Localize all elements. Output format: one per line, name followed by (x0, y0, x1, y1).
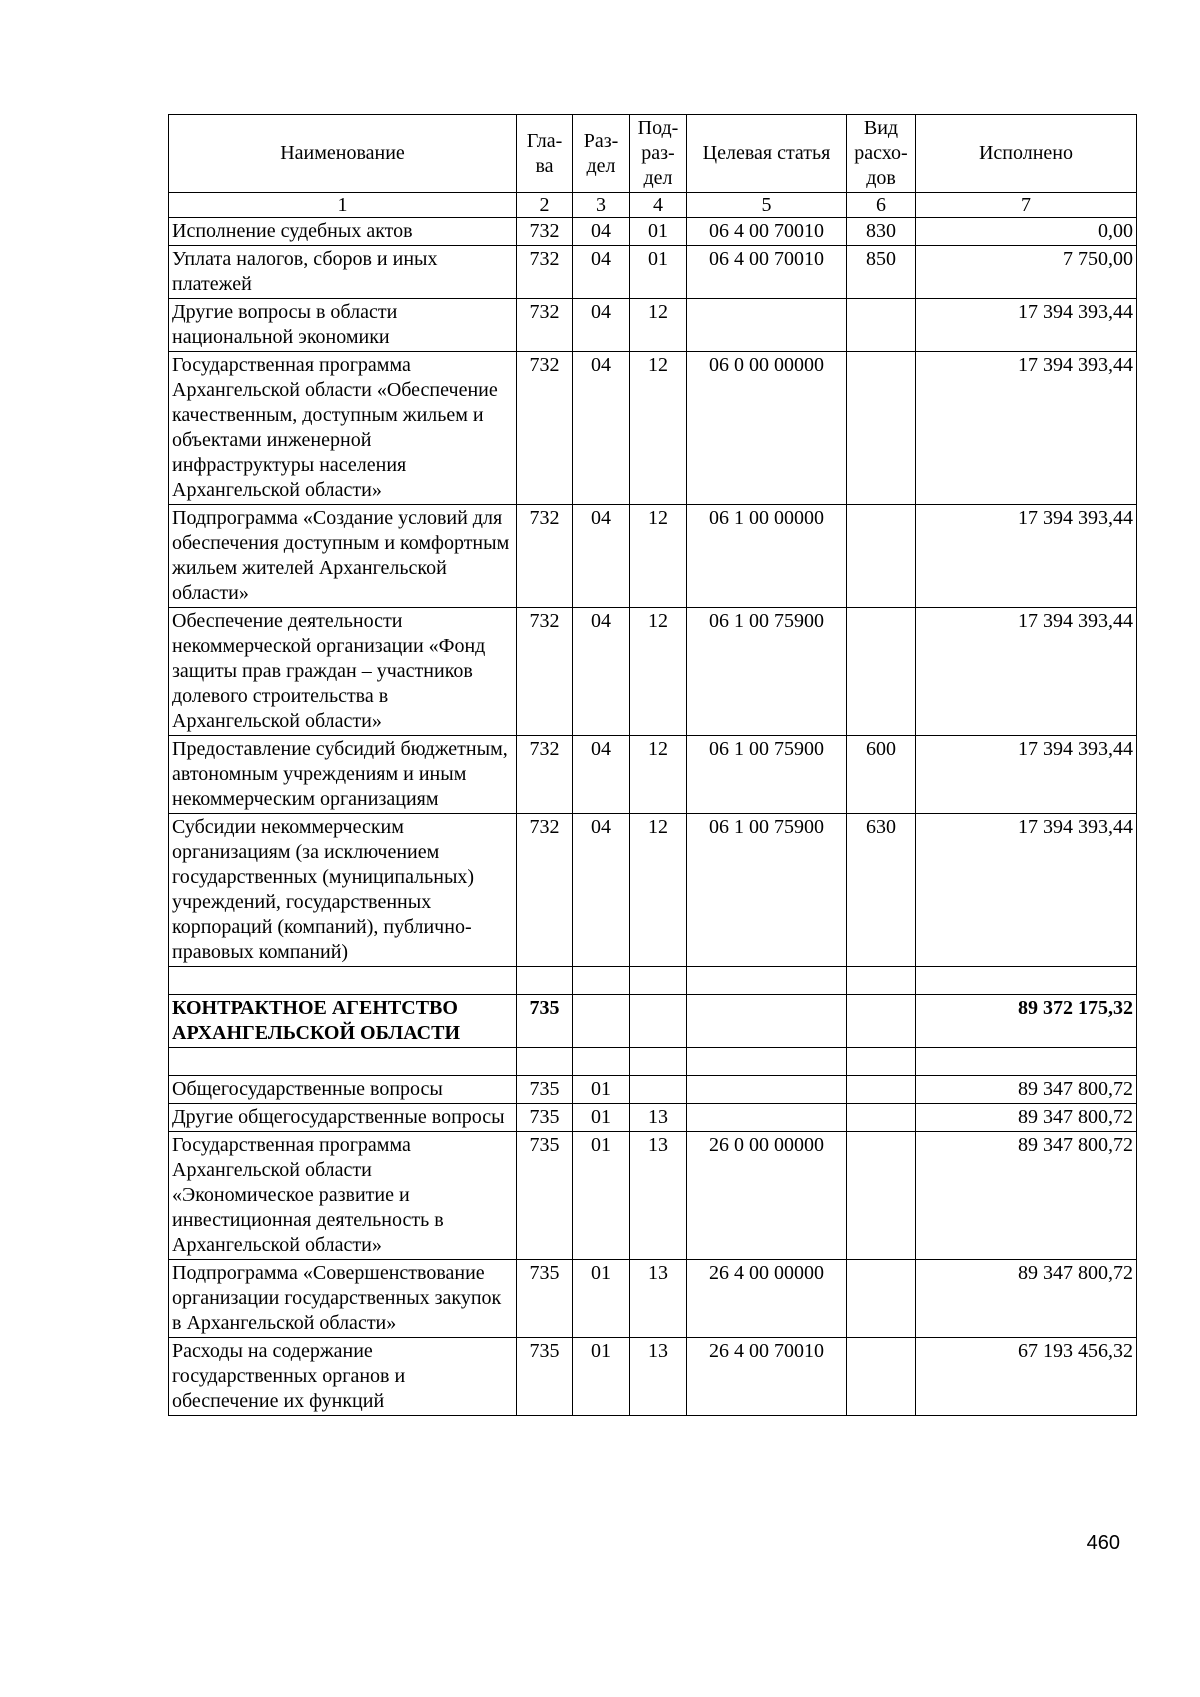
table-header (169, 115, 1137, 218)
cell-expense-type: 830 (847, 218, 916, 246)
cell-section (573, 1048, 630, 1076)
table-row (169, 505, 1137, 608)
table-row (169, 1260, 1137, 1338)
cell-chapter: 732 (517, 246, 573, 299)
cell-chapter (517, 1048, 573, 1076)
column-number: 1 (169, 193, 517, 218)
header-section: Раз- дел (573, 115, 630, 193)
cell-subsection: 13 (630, 1338, 687, 1416)
cell-chapter: 735 (517, 1132, 573, 1260)
cell-executed: 17 394 393,44 (916, 736, 1137, 814)
table-row (169, 352, 1137, 505)
cell-section: 04 (573, 299, 630, 352)
table-row (169, 218, 1137, 246)
cell-expense-type: 600 (847, 736, 916, 814)
cell-expense-type (847, 352, 916, 505)
cell-expense-type (847, 1132, 916, 1260)
cell-executed: 0,00 (916, 218, 1137, 246)
cell-section: 04 (573, 608, 630, 736)
cell-target-article: 06 4 00 70010 (687, 218, 847, 246)
cell-target-article: 06 0 00 00000 (687, 352, 847, 505)
header-name: Наименование (169, 115, 517, 193)
cell-name (169, 1048, 517, 1076)
cell-chapter: 732 (517, 299, 573, 352)
table-row (169, 1104, 1137, 1132)
cell-executed: 89 347 800,72 (916, 1104, 1137, 1132)
cell-subsection: 13 (630, 1104, 687, 1132)
cell-section: 01 (573, 1338, 630, 1416)
cell-section (573, 967, 630, 995)
cell-executed: 7 750,00 (916, 246, 1137, 299)
cell-section: 04 (573, 505, 630, 608)
cell-expense-type (847, 1260, 916, 1338)
cell-expense-type (847, 505, 916, 608)
cell-expense-type (847, 299, 916, 352)
cell-subsection: 01 (630, 218, 687, 246)
cell-chapter: 732 (517, 505, 573, 608)
cell-section: 01 (573, 1076, 630, 1104)
page-number: 460 (1086, 1532, 1120, 1554)
table-body (169, 218, 1137, 1416)
cell-target-article: 26 4 00 00000 (687, 1260, 847, 1338)
cell-name: Предоставление субсидий бюджетным, автономным учреждениям и иным некоммерческим организациям (169, 736, 517, 814)
cell-subsection (630, 1048, 687, 1076)
table-row (169, 299, 1137, 352)
cell-target-article: 26 4 00 70010 (687, 1338, 847, 1416)
cell-executed: 89 347 800,72 (916, 1260, 1137, 1338)
cell-expense-type: 850 (847, 246, 916, 299)
cell-section: 01 (573, 1104, 630, 1132)
cell-section: 04 (573, 246, 630, 299)
header-executed: Исполнено (916, 115, 1137, 193)
cell-subsection (630, 1076, 687, 1104)
cell-chapter (517, 967, 573, 995)
cell-target-article (687, 1104, 847, 1132)
cell-subsection (630, 995, 687, 1048)
column-number: 7 (916, 193, 1137, 218)
cell-executed (916, 967, 1137, 995)
table-row (169, 736, 1137, 814)
cell-chapter: 732 (517, 736, 573, 814)
cell-chapter: 735 (517, 1076, 573, 1104)
cell-subsection: 12 (630, 608, 687, 736)
cell-subsection: 13 (630, 1260, 687, 1338)
cell-chapter: 732 (517, 608, 573, 736)
column-number: 6 (847, 193, 916, 218)
cell-name: Субсидии некоммерческим организациям (за исключением государственных (муниципальных) учреждений, государственных корпораций (компаний), публично-правовых компаний) (169, 814, 517, 967)
cell-subsection: 12 (630, 299, 687, 352)
cell-subsection: 12 (630, 814, 687, 967)
cell-executed: 89 347 800,72 (916, 1076, 1137, 1104)
cell-expense-type (847, 608, 916, 736)
cell-executed: 17 394 393,44 (916, 352, 1137, 505)
cell-name: Подпрограмма «Создание условий для обеспечения доступным и комфортным жильем жителей Архангельской области» (169, 505, 517, 608)
cell-expense-type (847, 1048, 916, 1076)
cell-chapter: 732 (517, 218, 573, 246)
cell-subsection: 12 (630, 352, 687, 505)
cell-chapter: 735 (517, 1260, 573, 1338)
cell-executed: 17 394 393,44 (916, 505, 1137, 608)
cell-target-article: 06 1 00 00000 (687, 505, 847, 608)
table-row (169, 608, 1137, 736)
cell-executed: 17 394 393,44 (916, 608, 1137, 736)
cell-name: Уплата налогов, сборов и иных платежей (169, 246, 517, 299)
column-number: 5 (687, 193, 847, 218)
empty-row (169, 967, 1137, 995)
column-number-row (169, 193, 1137, 218)
table-row (169, 246, 1137, 299)
cell-chapter: 732 (517, 814, 573, 967)
cell-target-article (687, 1076, 847, 1104)
cell-section: 04 (573, 736, 630, 814)
cell-target-article: 06 1 00 75900 (687, 736, 847, 814)
cell-chapter: 732 (517, 352, 573, 505)
cell-name: Обеспечение деятельности некоммерческой организации «Фонд защиты прав граждан – участников долевого строительства в Архангельской области» (169, 608, 517, 736)
cell-executed (916, 1048, 1137, 1076)
column-number: 3 (573, 193, 630, 218)
header-expense-type: Вид расхо- дов (847, 115, 916, 193)
cell-target-article (687, 299, 847, 352)
header-target-article: Целевая статья (687, 115, 847, 193)
cell-subsection: 13 (630, 1132, 687, 1260)
cell-target-article: 06 1 00 75900 (687, 608, 847, 736)
table-row (169, 1132, 1137, 1260)
cell-name: Государственная программа Архангельской области «Обеспечение качественным, доступным жильем и объектами инженерной инфраструктуры населения Архангельской области» (169, 352, 517, 505)
cell-target-article (687, 995, 847, 1048)
cell-name: КОНТРАКТНОЕ АГЕНТСТВО АРХАНГЕЛЬСКОЙ ОБЛАСТИ (169, 995, 517, 1048)
header-row (169, 115, 1137, 193)
cell-name: Другие общегосударственные вопросы (169, 1104, 517, 1132)
cell-name: Расходы на содержание государственных органов и обеспечение их функций (169, 1338, 517, 1416)
cell-expense-type (847, 1338, 916, 1416)
column-number: 2 (517, 193, 573, 218)
cell-target-article: 06 1 00 75900 (687, 814, 847, 967)
table-row (169, 995, 1137, 1048)
table-row (169, 1338, 1137, 1416)
table-row (169, 814, 1137, 967)
cell-section: 04 (573, 352, 630, 505)
header-chapter: Гла- ва (517, 115, 573, 193)
cell-subsection (630, 967, 687, 995)
table-row (169, 1076, 1137, 1104)
cell-expense-type (847, 995, 916, 1048)
cell-section: 01 (573, 1260, 630, 1338)
cell-subsection: 12 (630, 505, 687, 608)
cell-expense-type: 630 (847, 814, 916, 967)
cell-target-article (687, 967, 847, 995)
cell-name: Исполнение судебных актов (169, 218, 517, 246)
cell-subsection: 12 (630, 736, 687, 814)
column-number: 4 (630, 193, 687, 218)
cell-target-article: 06 4 00 70010 (687, 246, 847, 299)
cell-chapter: 735 (517, 1338, 573, 1416)
cell-subsection: 01 (630, 246, 687, 299)
cell-executed: 17 394 393,44 (916, 299, 1137, 352)
cell-name: Подпрограмма «Совершенствование организации государственных закупок в Архангельской области» (169, 1260, 517, 1338)
cell-section: 01 (573, 1132, 630, 1260)
cell-executed: 17 394 393,44 (916, 814, 1137, 967)
cell-chapter: 735 (517, 1104, 573, 1132)
cell-expense-type (847, 1076, 916, 1104)
cell-expense-type (847, 967, 916, 995)
cell-chapter: 735 (517, 995, 573, 1048)
cell-name: Другие вопросы в области национальной экономики (169, 299, 517, 352)
cell-target-article: 26 0 00 00000 (687, 1132, 847, 1260)
cell-section (573, 995, 630, 1048)
header-subsection: Под- раз- дел (630, 115, 687, 193)
cell-name (169, 967, 517, 995)
cell-executed: 89 347 800,72 (916, 1132, 1137, 1260)
cell-executed: 89 372 175,32 (916, 995, 1137, 1048)
cell-section: 04 (573, 218, 630, 246)
cell-name: Государственная программа Архангельской области «Экономическое развитие и инвестиционная деятельность в Архангельской области» (169, 1132, 517, 1260)
cell-section: 04 (573, 814, 630, 967)
cell-name: Общегосударственные вопросы (169, 1076, 517, 1104)
cell-expense-type (847, 1104, 916, 1132)
empty-row (169, 1048, 1137, 1076)
cell-target-article (687, 1048, 847, 1076)
cell-executed: 67 193 456,32 (916, 1338, 1137, 1416)
budget-execution-table (168, 114, 1137, 1416)
